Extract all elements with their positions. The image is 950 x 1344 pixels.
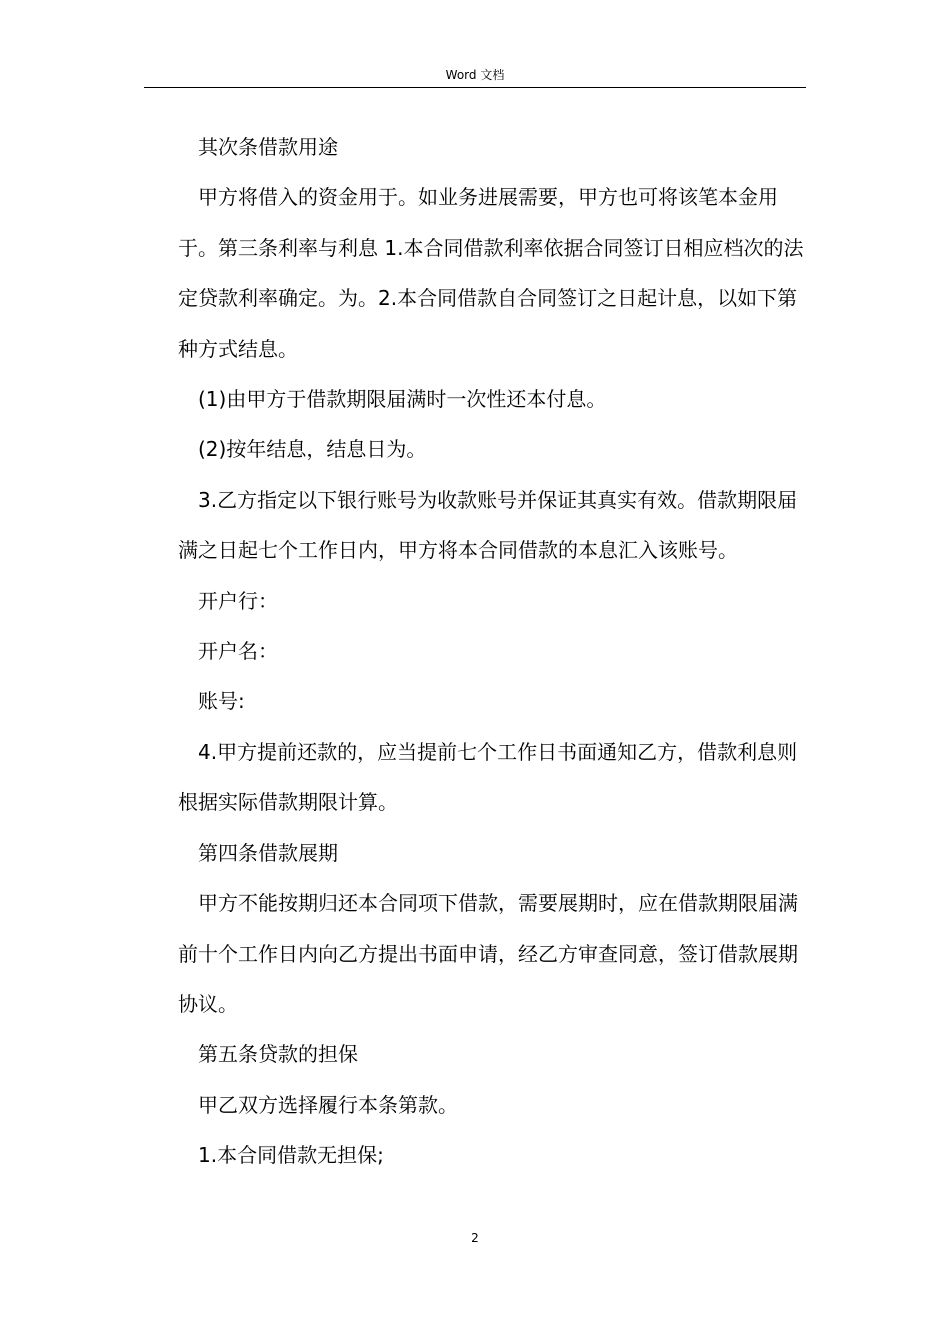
paragraph: 第五条贷款的担保 xyxy=(198,1042,358,1067)
paragraph: (2)按年结息，结息日为。 xyxy=(198,437,427,462)
paragraph: 第四条借款展期 xyxy=(198,840,338,865)
paragraph: 甲乙双方选择履行本条第款。 xyxy=(198,1092,458,1117)
paragraph: 甲方将借入的资金用于。如业务进展需要，甲方也可将该笔本金用于。第三条利率与利息 1.本合同借款利率依据合同签订日相应档次的法定贷款利率确定。为。2.本合同借款自合同签订之日起计息，以如下第种方式结息。 xyxy=(178,185,804,361)
document-body xyxy=(178,122,806,1181)
paragraph: 4.甲方提前还款的，应当提前七个工作日书面通知乙方，借款利息则根据实际借款期限计算。 xyxy=(178,739,798,815)
paragraph: 3.乙方指定以下银行账号为收款账号并保证其真实有效。借款期限届满之日起七个工作日内，甲方将本合同借款的本息汇入该账号。 xyxy=(178,487,798,563)
paragraph: (1)由甲方于借款期限届满时一次性还本付息。 xyxy=(198,387,607,412)
page-header: Word 文档 xyxy=(445,68,505,82)
paragraph: 其次条借款用途 xyxy=(198,135,338,159)
header-divider xyxy=(144,87,806,88)
paragraph: 开户名： xyxy=(198,639,278,664)
paragraph: 甲方不能按期归还本合同项下借款，需要展期时，应在借款期限届满前十个工作日内向乙方提出书面申请，经乙方审查同意，签订借款展期协议。 xyxy=(178,891,798,1016)
paragraph: 开户行： xyxy=(198,588,278,613)
paragraph: 1.本合同借款无担保; xyxy=(198,1143,384,1168)
paragraph: 账号: xyxy=(198,689,245,714)
page-number: 2 xyxy=(471,1231,479,1245)
